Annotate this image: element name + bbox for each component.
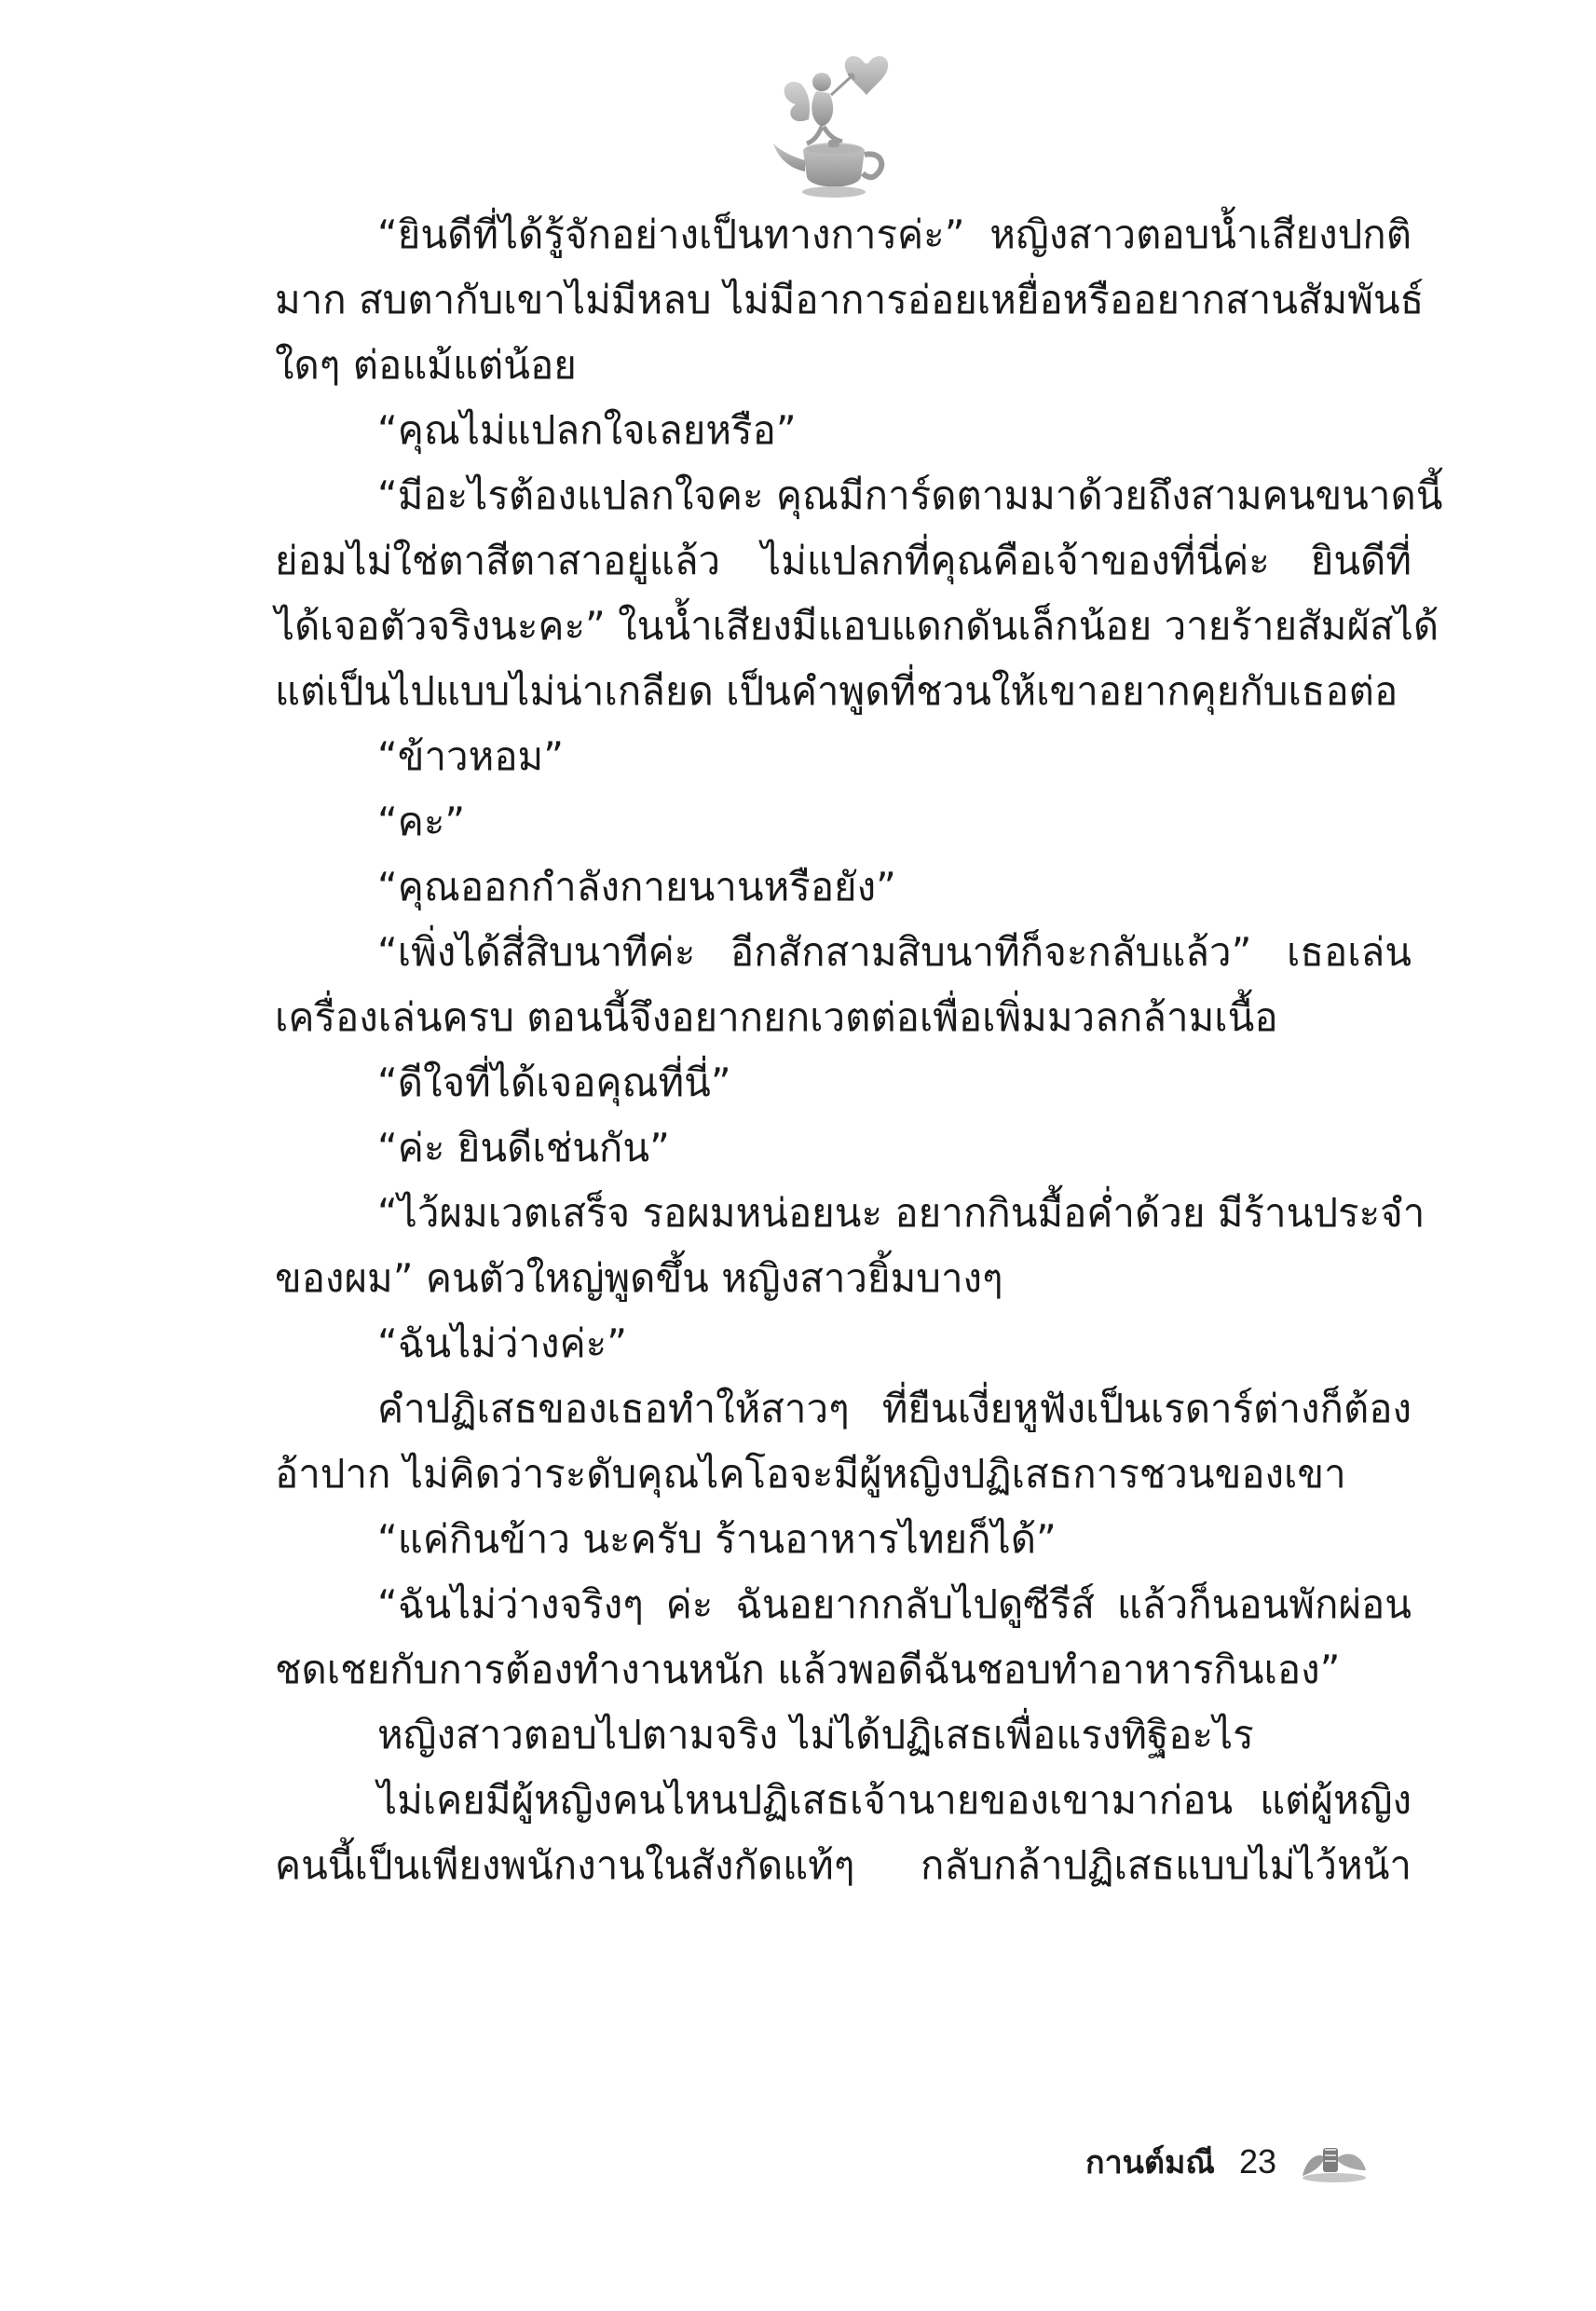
text-line: “ข้าวหอม” <box>377 733 564 779</box>
text-line: ได้เจอตัวจริงนะคะ” ในน้ำเสียงมีแอบแดกดันเล็กน้อย วายร้ายสัมผัสได้ <box>275 603 1439 649</box>
page-footer <box>1085 2134 1371 2190</box>
text-line: “ค่ะ ยินดีเช่นกัน” <box>377 1125 670 1170</box>
text-line: ใดๆ ต่อแม้แต่น้อย <box>275 342 577 388</box>
text-line: “คะ” <box>377 799 466 844</box>
text-line: อ้าปาก ไม่คิดว่าระดับคุณไคโอจะมีผู้หญิงปฏิเสธการชวนของเขา <box>275 1451 1346 1497</box>
cupid-teapot-ornament-icon <box>764 47 904 205</box>
text-line: คนนี้เป็นเพียงพนักงานในสังกัดแท้ๆ กลับกล้าปฏิเสธแบบไม่ไว้หน้า <box>275 1842 1412 1888</box>
text-line: “ฉันไม่ว่างค่ะ” <box>377 1320 627 1366</box>
text-line: แต่เป็นไปแบบไม่น่าเกลียด เป็นคำพูดที่ชวนให้เขาอยากคุยกับเธอต่อ <box>275 668 1398 714</box>
text-line: “มีอะไรต้องแปลกใจคะ คุณมีการ์ดตามมาด้วยถึงสามคนขนาดนี้ <box>377 472 1443 518</box>
text-line: “คุณออกกำลังกายนานหรือยัง” <box>377 864 896 909</box>
book-title: กานต์มณี <box>1085 2144 1215 2181</box>
text-line: หญิงสาวตอบไปตามจริง ไม่ได้ปฏิเสธเพื่อแรงทิฐิอะไร <box>377 1712 1254 1757</box>
text-line: “ดีใจที่ได้เจอคุณที่นี่” <box>377 1060 731 1105</box>
text-line: ไม่เคยมีผู้หญิงคนไหนปฏิเสธเจ้านายของเขามาก่อน แต่ผู้หญิง <box>377 1777 1412 1823</box>
text-line: “ฉันไม่ว่างจริงๆ ค่ะ ฉันอยากกลับไปดูซีรีส์ แล้วก็นอนพักผ่อน <box>377 1581 1412 1627</box>
decorative-flourish-icon <box>1297 2139 1371 2185</box>
text-line: “ไว้ผมเวตเสร็จ รอผมหน่อยนะ อยากกินมื้อค่ำด้วย มีร้านประจำ <box>377 1190 1425 1236</box>
text-line: “คุณไม่แปลกใจเลยหรือ” <box>377 407 797 453</box>
text-line: ชดเชยกับการต้องทำงานหนัก แล้วพอดีฉันชอบทำอาหารกินเอง” <box>275 1647 1341 1692</box>
text-line: ย่อมไม่ใช่ตาสีตาสาอยู่แล้ว ไม่แปลกที่คุณคือเจ้าของที่นี่ค่ะ ยินดีที่ <box>275 538 1412 583</box>
text-line: เครื่องเล่นครบ ตอนนี้จึงอยากยกเวตต่อเพื่อเพิ่มมวลกล้ามเนื้อ <box>275 994 1278 1040</box>
text-line: ของผม” คนตัวใหญ่พูดขึ้น หญิงสาวยิ้มบางๆ <box>275 1255 1003 1301</box>
text-line: “ยินดีที่ได้รู้จักอย่างเป็นทางการค่ะ” หญิงสาวตอบน้ำเสียงปกติ <box>377 212 1412 257</box>
text-line: คำปฏิเสธของเธอทำให้สาวๆ ที่ยืนเงี่ยหูฟังเป็นเรดาร์ต่างก็ต้อง <box>377 1386 1412 1431</box>
page-number: 23 <box>1238 2142 1277 2181</box>
text-line: มาก สบตากับเขาไม่มีหลบ ไม่มีอาการอ่อยเหยื่อหรืออยากสานสัมพันธ์ <box>275 277 1425 322</box>
text-line: “แค่กินข้าว นะครับ ร้านอาหารไทยก็ได้” <box>377 1516 1057 1562</box>
text-line: “เพิ่งได้สี่สิบนาทีค่ะ อีกสักสามสิบนาทีก็จะกลับแล้ว” เธอเล่น <box>377 929 1412 975</box>
